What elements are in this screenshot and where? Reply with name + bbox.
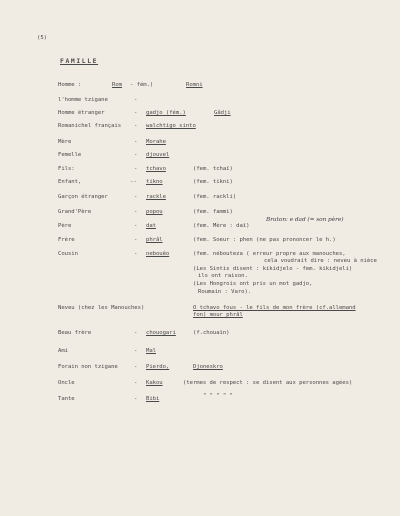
gloss: (fem. tikni) bbox=[193, 179, 233, 185]
gloss: (fem. nébouteza ( erreur propre aux manouches, bbox=[193, 251, 346, 257]
gloss: (f.chouaïn) bbox=[193, 330, 230, 336]
term: Tante bbox=[58, 396, 75, 402]
term: Ami bbox=[58, 348, 68, 354]
dash: - bbox=[134, 139, 138, 145]
gloss: tchavo bbox=[146, 166, 166, 172]
dash: - bbox=[134, 396, 138, 402]
gloss-line: (Les Sintis disent : kikidjelo - fem. kikidjeli) bbox=[193, 266, 353, 272]
dash: - bbox=[134, 364, 138, 370]
gloss: gadjo (fém.) bbox=[146, 110, 186, 116]
gloss: tikno bbox=[146, 179, 163, 185]
term: Neveu (chez les Manouches) bbox=[58, 305, 145, 311]
gloss: (fem. Mère : daï) bbox=[193, 223, 250, 229]
term: Frère bbox=[58, 237, 75, 243]
ditto-marks: " " " " " bbox=[203, 393, 233, 399]
gloss: (fem. rackli) bbox=[193, 194, 237, 200]
gloss: Bibi bbox=[146, 396, 160, 402]
dash: - bbox=[134, 123, 138, 129]
gloss: djouvel bbox=[146, 152, 170, 158]
term: Romanichel français bbox=[58, 123, 122, 129]
gloss: Gâdji bbox=[214, 110, 231, 116]
term: l'homme tzigane bbox=[58, 97, 108, 103]
gloss: phrâl bbox=[146, 237, 163, 243]
handwritten-note: Bruton: e dad (= son père) bbox=[266, 217, 344, 223]
term: Mère bbox=[58, 139, 72, 145]
term: Grand'Père bbox=[58, 209, 92, 215]
term: Homme : bbox=[58, 82, 82, 88]
dash: -- bbox=[130, 179, 137, 185]
gloss: Morahe bbox=[146, 139, 166, 145]
dash: - bbox=[134, 330, 138, 336]
gloss: nebouêo bbox=[146, 251, 170, 257]
gloss-line: ils ont raison. bbox=[198, 273, 248, 279]
page-title: FAMILLE bbox=[60, 57, 99, 65]
gloss-line: Roumain : Varo). bbox=[198, 289, 252, 295]
dash: - bbox=[134, 209, 138, 215]
gloss-line: cela voudrait dire : neveu à nièce bbox=[264, 258, 377, 264]
gloss: (fem. Soeur : phen (ne pas prononcer le h.) bbox=[193, 237, 336, 243]
term: Homme étranger bbox=[58, 110, 105, 116]
dash: - bbox=[134, 194, 138, 200]
gloss: popou bbox=[146, 209, 163, 215]
gloss: fon) mour phrâl bbox=[193, 312, 243, 318]
gloss: O tchavo fous - le fils de mon frère (cf.allemand bbox=[193, 305, 356, 311]
term: Enfant, bbox=[58, 179, 82, 185]
gloss: - fém.) bbox=[130, 82, 154, 88]
term: Fils: bbox=[58, 166, 75, 172]
term: Forain non tzigane bbox=[58, 364, 118, 370]
gloss: Pierdo, bbox=[146, 364, 170, 370]
gloss: Djoneskro bbox=[193, 364, 223, 370]
dash: - bbox=[134, 237, 138, 243]
term: Garçon étranger bbox=[58, 194, 108, 200]
dash: - bbox=[134, 348, 138, 354]
gloss: dat bbox=[146, 223, 156, 229]
gloss: (fem. fammi) bbox=[193, 209, 233, 215]
gloss: Kakou bbox=[146, 380, 163, 386]
term: Père bbox=[58, 223, 72, 229]
gloss: rackle bbox=[146, 194, 166, 200]
gloss-line: (Les Hongrois ont pris un mot gadjo, bbox=[193, 281, 313, 287]
gloss: Romni bbox=[186, 82, 203, 88]
gloss: (fem. tchaï) bbox=[193, 166, 233, 172]
term: Femelle bbox=[58, 152, 82, 158]
dash: - bbox=[134, 166, 138, 172]
gloss: chouogari bbox=[146, 330, 176, 336]
gloss: (termes de respect : se disent aux personnes agées) bbox=[183, 380, 353, 386]
dash: - bbox=[134, 380, 138, 386]
term: Beau frère bbox=[58, 330, 92, 336]
dash: - bbox=[134, 97, 138, 103]
dash: - bbox=[134, 251, 138, 257]
gloss: Rom bbox=[112, 82, 122, 88]
dash: - bbox=[134, 152, 138, 158]
gloss: walchtigo sinto bbox=[146, 123, 196, 129]
term: Cousin bbox=[58, 251, 78, 257]
dash: - bbox=[134, 110, 138, 116]
dash: - bbox=[134, 223, 138, 229]
term: Oncle bbox=[58, 380, 75, 386]
gloss: Mal bbox=[146, 348, 156, 354]
page-number: (5) bbox=[37, 35, 47, 41]
